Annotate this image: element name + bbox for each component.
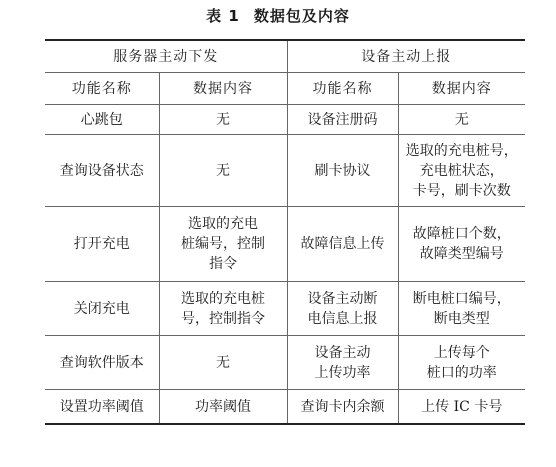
table-cell: 无 [398, 105, 525, 135]
table-cell: 设备注册码 [287, 105, 398, 135]
data-packet-table [45, 39, 525, 425]
sub-header-cell: 数据内容 [398, 73, 525, 105]
table-row [45, 207, 525, 282]
sub-header-row [45, 73, 525, 105]
table-cell: 心跳包 [45, 105, 159, 135]
table-cell: 设置功率阈值 [45, 390, 159, 425]
table-cell: 刷卡协议 [287, 135, 398, 207]
sub-header-cell: 数据内容 [159, 73, 287, 105]
table-cell: 上传 IC 卡号 [398, 390, 525, 425]
table-number: 表 1 [206, 7, 240, 25]
table-row [45, 105, 525, 135]
table-cell: 选取的充电桩号， 充电桩状态， 卡号，刷卡次数 [398, 135, 525, 207]
table-cell: 故障桩口个数， 故障类型编号 [398, 207, 525, 282]
table-cell: 上传每个 桩口的功率 [398, 336, 525, 390]
table-cell: 无 [159, 105, 287, 135]
sub-header-cell: 功能名称 [287, 73, 398, 105]
table-caption [0, 6, 556, 26]
table-cell: 设备主动 上传功率 [287, 336, 398, 390]
group-header-row [45, 40, 525, 73]
table-row [45, 390, 525, 425]
table-row [45, 336, 525, 390]
group-header-device: 设备主动上报 [287, 40, 525, 73]
table-cell: 无 [159, 135, 287, 207]
table-cell: 故障信息上传 [287, 207, 398, 282]
table-cell: 设备主动断 电信息上报 [287, 282, 398, 336]
table-cell: 选取的充电桩 号，控制指令 [159, 282, 287, 336]
table-cell: 无 [159, 336, 287, 390]
table-cell: 选取的充电 桩编号，控制 指令 [159, 207, 287, 282]
table-cell: 打开充电 [45, 207, 159, 282]
group-header-server: 服务器主动下发 [45, 40, 287, 73]
table-cell: 功率阈值 [159, 390, 287, 425]
table-cell: 关闭充电 [45, 282, 159, 336]
sub-header-cell: 功能名称 [45, 73, 159, 105]
table-row [45, 135, 525, 207]
table-cell: 查询设备状态 [45, 135, 159, 207]
table-cell: 查询软件版本 [45, 336, 159, 390]
table-cell: 查询卡内余额 [287, 390, 398, 425]
table-title: 数据包及内容 [253, 7, 350, 25]
table-cell: 断电桩口编号， 断电类型 [398, 282, 525, 336]
table-row [45, 282, 525, 336]
